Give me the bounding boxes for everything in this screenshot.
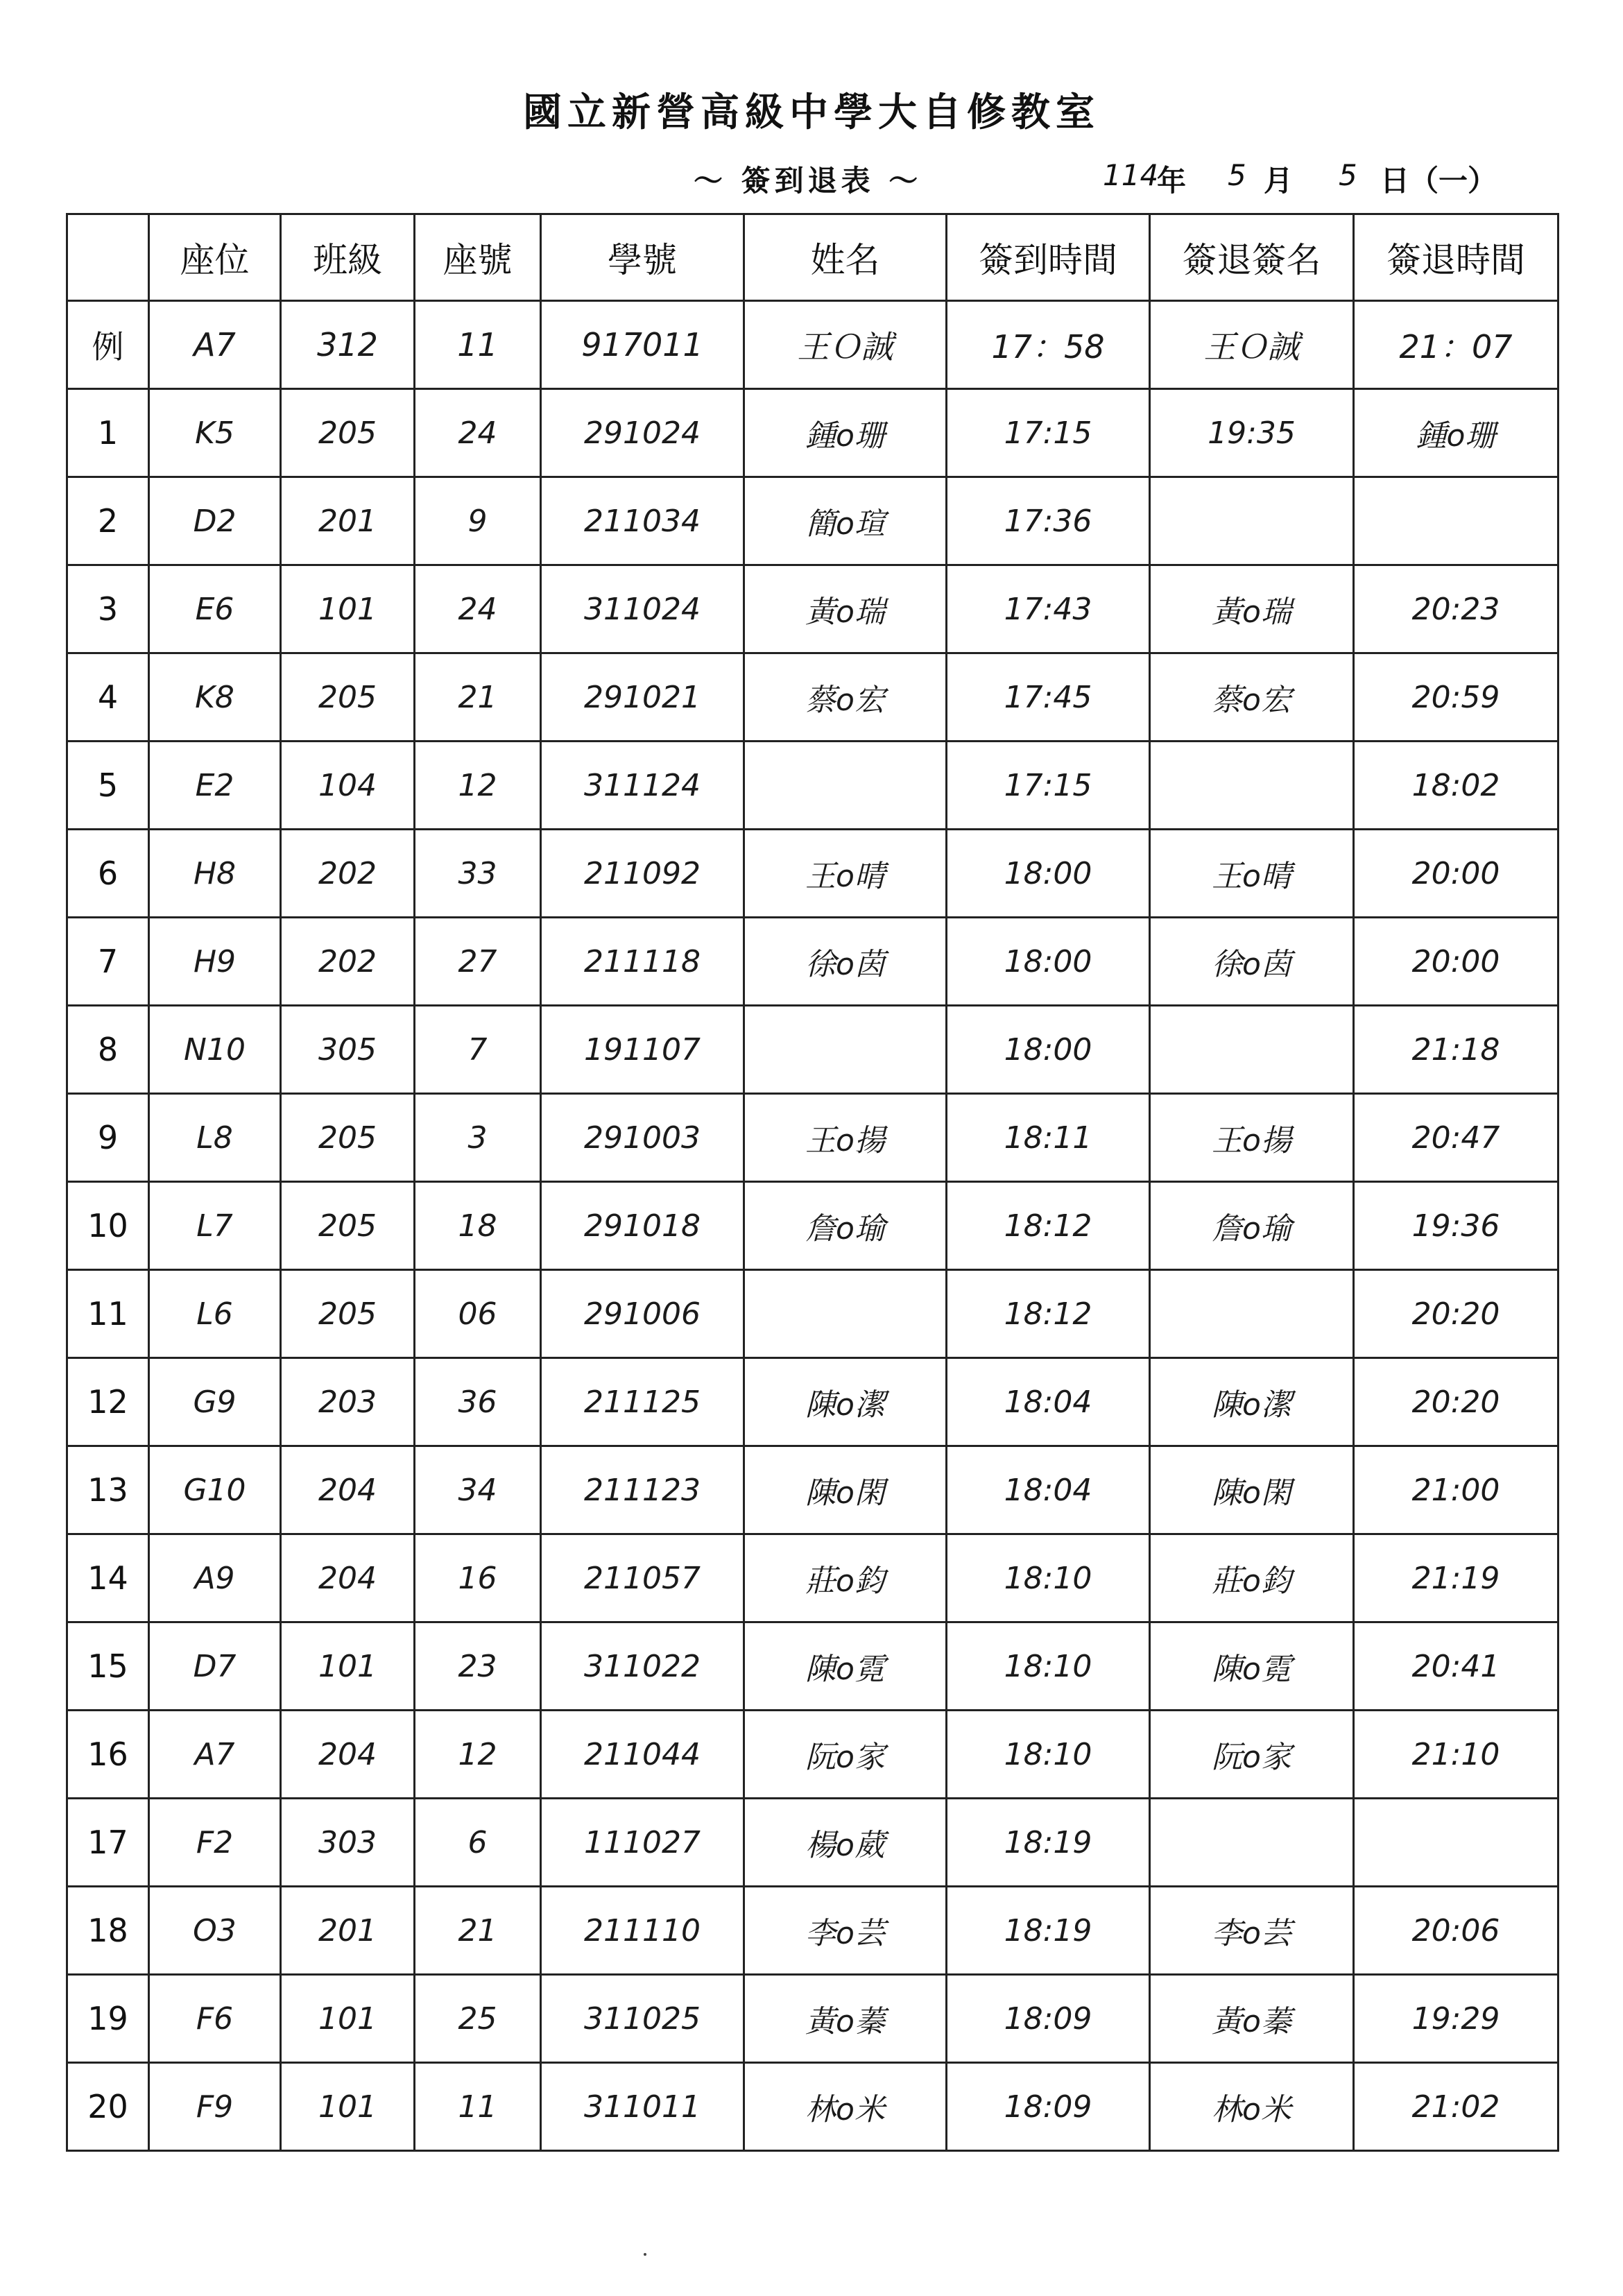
sign-out-time-cell: 20:00	[1354, 830, 1558, 918]
sign-out-time-cell: 21:10	[1354, 1711, 1558, 1799]
row-index: 12	[67, 1358, 149, 1446]
sign-in-time-cell: 18:19	[947, 1887, 1150, 1975]
class-cell: 104	[281, 742, 415, 830]
student-id-cell: 211123	[541, 1446, 744, 1534]
sign-out-signature-cell: 莊o鈞	[1150, 1534, 1354, 1622]
name-cell: 莊o鈞	[744, 1534, 947, 1622]
date-year: 114	[1103, 158, 1159, 192]
row-index: 8	[67, 1006, 149, 1094]
class-cell: 204	[281, 1711, 415, 1799]
seat-cell: H9	[149, 918, 281, 1006]
sign-out-signature-cell: 王o揚	[1150, 1094, 1354, 1182]
table-row	[67, 1711, 1558, 1799]
row-index: 2	[67, 477, 149, 565]
sign-out-time-cell: 21:00	[1354, 1446, 1558, 1534]
row-index: 11	[67, 1270, 149, 1358]
sign-out-signature-cell: 黃o瑞	[1150, 565, 1354, 653]
seat-number-cell: 11	[415, 301, 541, 389]
row-index: 17	[67, 1799, 149, 1887]
sign-out-signature-cell	[1150, 1799, 1354, 1887]
header-class: 班級	[281, 214, 415, 301]
row-index: 14	[67, 1534, 149, 1622]
header-sign-out-time: 簽退時間	[1354, 214, 1558, 301]
sign-out-signature-cell: 徐o茵	[1150, 918, 1354, 1006]
class-cell: 204	[281, 1534, 415, 1622]
seat-number-cell: 18	[415, 1182, 541, 1270]
class-cell: 205	[281, 653, 415, 742]
table-row	[67, 1446, 1558, 1534]
sign-in-time-cell: 18:11	[947, 1094, 1150, 1182]
name-cell: 陳o閑	[744, 1446, 947, 1534]
table-row	[67, 1887, 1558, 1975]
student-id-cell: 311124	[541, 742, 744, 830]
student-id-cell: 291018	[541, 1182, 744, 1270]
sign-in-time-cell: 17:45	[947, 653, 1150, 742]
sign-in-time-cell: 18:19	[947, 1799, 1150, 1887]
student-id-cell: 291024	[541, 389, 744, 477]
sign-in-time-cell: 17:43	[947, 565, 1150, 653]
student-id-cell: 211125	[541, 1358, 744, 1446]
header-index	[67, 214, 149, 301]
name-cell	[744, 1006, 947, 1094]
row-index: 19	[67, 1975, 149, 2063]
seat-number-cell: 7	[415, 1006, 541, 1094]
seat-number-cell: 33	[415, 830, 541, 918]
seat-number-cell: 21	[415, 1887, 541, 1975]
sign-in-time-cell: 18:04	[947, 1358, 1150, 1446]
seat-cell: F2	[149, 1799, 281, 1887]
class-cell: 202	[281, 830, 415, 918]
student-id-cell: 191107	[541, 1006, 744, 1094]
header-seat: 座位	[149, 214, 281, 301]
header-name: 姓名	[744, 214, 947, 301]
student-id-cell: 211034	[541, 477, 744, 565]
page-subtitle: ～ 簽到退表 ～	[694, 164, 922, 198]
sign-out-time-cell: 19:36	[1354, 1182, 1558, 1270]
student-id-cell: 211110	[541, 1887, 744, 1975]
row-index: 3	[67, 565, 149, 653]
row-index: 6	[67, 830, 149, 918]
sign-in-table	[66, 213, 1559, 2152]
student-id-cell: 211092	[541, 830, 744, 918]
example-row	[67, 301, 1558, 389]
row-index: 1	[67, 389, 149, 477]
name-cell: 王o揚	[744, 1094, 947, 1182]
table-row	[67, 1799, 1558, 1887]
sign-out-time-cell: 20:20	[1354, 1358, 1558, 1446]
sign-out-signature-cell: 王Ｏ誠	[1150, 301, 1354, 389]
class-cell: 305	[281, 1006, 415, 1094]
date-month: 5	[1228, 158, 1246, 192]
table-row	[67, 1270, 1558, 1358]
class-cell: 205	[281, 389, 415, 477]
sign-out-time-cell: 21:18	[1354, 1006, 1558, 1094]
sign-out-time-cell	[1354, 1799, 1558, 1887]
seat-number-cell: 6	[415, 1799, 541, 1887]
seat-cell: L7	[149, 1182, 281, 1270]
seat-number-cell: 34	[415, 1446, 541, 1534]
name-cell: 楊o葳	[744, 1799, 947, 1887]
seat-cell: D7	[149, 1622, 281, 1711]
table-row	[67, 1094, 1558, 1182]
sign-in-time-cell: 18:04	[947, 1446, 1150, 1534]
seat-number-cell: 36	[415, 1358, 541, 1446]
seat-cell: A7	[149, 301, 281, 389]
name-cell	[744, 742, 947, 830]
student-id-cell: 211118	[541, 918, 744, 1006]
name-cell: 王o晴	[744, 830, 947, 918]
sign-out-signature-cell: 林o米	[1150, 2063, 1354, 2151]
sign-out-signature-cell: 詹o瑜	[1150, 1182, 1354, 1270]
header-seat-number: 座號	[415, 214, 541, 301]
sign-out-signature-cell	[1150, 1270, 1354, 1358]
student-id-cell: 291021	[541, 653, 744, 742]
sign-out-signature-cell: 李o芸	[1150, 1887, 1354, 1975]
sign-in-time-cell: 18:00	[947, 1006, 1150, 1094]
seat-cell: A7	[149, 1711, 281, 1799]
sign-out-time-cell: 21:02	[1354, 2063, 1558, 2151]
student-id-cell: 311022	[541, 1622, 744, 1711]
student-id-cell: 211044	[541, 1711, 744, 1799]
student-id-cell: 311011	[541, 2063, 744, 2151]
sign-out-time-cell: 19:29	[1354, 1975, 1558, 2063]
header-student-id: 學號	[541, 214, 744, 301]
sign-out-time-cell: 21：07	[1354, 301, 1558, 389]
name-cell: 蔡o宏	[744, 653, 947, 742]
row-index: 13	[67, 1446, 149, 1534]
seat-number-cell: 12	[415, 742, 541, 830]
seat-cell: D2	[149, 477, 281, 565]
sign-out-signature-cell: 黃o蓁	[1150, 1975, 1354, 2063]
sign-out-time-cell: 21:19	[1354, 1534, 1558, 1622]
sign-out-signature-cell: 19:35	[1150, 389, 1354, 477]
sign-out-time-cell	[1354, 477, 1558, 565]
seat-number-cell: 06	[415, 1270, 541, 1358]
sign-out-signature-cell	[1150, 477, 1354, 565]
table-row	[67, 1182, 1558, 1270]
row-index: 9	[67, 1094, 149, 1182]
sign-out-signature-cell: 阮o家	[1150, 1711, 1354, 1799]
table-row	[67, 1975, 1558, 2063]
name-cell: 黃o蓁	[744, 1975, 947, 2063]
sign-out-signature-cell: 蔡o宏	[1150, 653, 1354, 742]
table-row	[67, 1358, 1558, 1446]
class-cell: 204	[281, 1446, 415, 1534]
name-cell: 徐o茵	[744, 918, 947, 1006]
sign-in-time-cell: 17:36	[947, 477, 1150, 565]
row-index: 例	[67, 301, 149, 389]
row-index: 15	[67, 1622, 149, 1711]
table-row	[67, 2063, 1558, 2151]
sign-out-signature-cell	[1150, 1006, 1354, 1094]
row-index: 7	[67, 918, 149, 1006]
table-header-row	[67, 214, 1558, 301]
seat-number-cell: 3	[415, 1094, 541, 1182]
seat-cell: O3	[149, 1887, 281, 1975]
seat-number-cell: 23	[415, 1622, 541, 1711]
seat-cell: K8	[149, 653, 281, 742]
date-day-suffix: 日（一）	[1380, 164, 1497, 198]
date-day: 5	[1339, 158, 1357, 192]
table-row	[67, 389, 1558, 477]
student-id-cell: 311024	[541, 565, 744, 653]
sign-out-time-cell: 20:00	[1354, 918, 1558, 1006]
seat-cell: L8	[149, 1094, 281, 1182]
sign-in-time-cell: 18:00	[947, 830, 1150, 918]
row-index: 20	[67, 2063, 149, 2151]
student-id-cell: 291006	[541, 1270, 744, 1358]
seat-cell: E6	[149, 565, 281, 653]
seat-number-cell: 9	[415, 477, 541, 565]
sign-out-time-cell: 20:23	[1354, 565, 1558, 653]
name-cell: 簡o瑄	[744, 477, 947, 565]
seat-number-cell: 27	[415, 918, 541, 1006]
sign-in-time-cell: 17:15	[947, 389, 1150, 477]
page-mark	[644, 2253, 646, 2256]
date-year-suffix: 年	[1157, 164, 1187, 198]
seat-cell: L6	[149, 1270, 281, 1358]
seat-cell: G10	[149, 1446, 281, 1534]
class-cell: 303	[281, 1799, 415, 1887]
sign-in-time-cell: 18:00	[947, 918, 1150, 1006]
row-index: 16	[67, 1711, 149, 1799]
sign-in-time-cell: 18:10	[947, 1711, 1150, 1799]
header-sign-in-time: 簽到時間	[947, 214, 1150, 301]
class-cell: 205	[281, 1094, 415, 1182]
sign-out-time-cell: 20:59	[1354, 653, 1558, 742]
name-cell: 李o芸	[744, 1887, 947, 1975]
table-row	[67, 1534, 1558, 1622]
sign-out-signature-cell: 陳o潔	[1150, 1358, 1354, 1446]
seat-cell: A9	[149, 1534, 281, 1622]
seat-cell: F9	[149, 2063, 281, 2151]
sign-out-time-cell: 18:02	[1354, 742, 1558, 830]
class-cell: 205	[281, 1182, 415, 1270]
sign-in-time-cell: 18:10	[947, 1534, 1150, 1622]
seat-cell: E2	[149, 742, 281, 830]
date-line	[1103, 158, 1547, 200]
table-row	[67, 653, 1558, 742]
class-cell: 203	[281, 1358, 415, 1446]
name-cell: 鍾o珊	[744, 389, 947, 477]
name-cell	[744, 1270, 947, 1358]
class-cell: 201	[281, 477, 415, 565]
table-row	[67, 477, 1558, 565]
sign-out-time-cell: 20:41	[1354, 1622, 1558, 1711]
class-cell: 202	[281, 918, 415, 1006]
class-cell: 101	[281, 1975, 415, 2063]
table-row	[67, 1006, 1558, 1094]
row-index: 5	[67, 742, 149, 830]
seat-number-cell: 21	[415, 653, 541, 742]
seat-cell: F6	[149, 1975, 281, 2063]
sign-out-signature-cell: 陳o霓	[1150, 1622, 1354, 1711]
table-row	[67, 742, 1558, 830]
date-month-suffix: 月	[1264, 164, 1294, 198]
seat-cell: N10	[149, 1006, 281, 1094]
sign-in-time-cell: 18:10	[947, 1622, 1150, 1711]
name-cell: 阮o家	[744, 1711, 947, 1799]
row-index: 18	[67, 1887, 149, 1975]
table-row	[67, 565, 1558, 653]
table-row	[67, 918, 1558, 1006]
student-id-cell: 211057	[541, 1534, 744, 1622]
class-cell: 101	[281, 565, 415, 653]
student-id-cell: 111027	[541, 1799, 744, 1887]
sign-out-time-cell: 20:20	[1354, 1270, 1558, 1358]
sign-in-time-cell: 17：58	[947, 301, 1150, 389]
class-cell: 101	[281, 2063, 415, 2151]
sign-in-time-cell: 18:12	[947, 1182, 1150, 1270]
name-cell: 黃o瑞	[744, 565, 947, 653]
seat-number-cell: 25	[415, 1975, 541, 2063]
sign-out-time-cell: 20:06	[1354, 1887, 1558, 1975]
name-cell: 林o米	[744, 2063, 947, 2151]
name-cell: 陳o潔	[744, 1358, 947, 1446]
table-row	[67, 1622, 1558, 1711]
class-cell: 205	[281, 1270, 415, 1358]
sign-out-signature-cell: 陳o閑	[1150, 1446, 1354, 1534]
sign-in-time-cell: 17:15	[947, 742, 1150, 830]
table-row	[67, 830, 1558, 918]
sign-out-time-cell: 鍾o珊	[1354, 389, 1558, 477]
row-index: 10	[67, 1182, 149, 1270]
name-cell: 詹o瑜	[744, 1182, 947, 1270]
sign-in-time-cell: 18:09	[947, 1975, 1150, 2063]
class-cell: 101	[281, 1622, 415, 1711]
class-cell: 201	[281, 1887, 415, 1975]
row-index: 4	[67, 653, 149, 742]
seat-cell: H8	[149, 830, 281, 918]
seat-number-cell: 12	[415, 1711, 541, 1799]
page-title: 國立新營高級中學大自修教室	[523, 89, 1100, 135]
sign-in-time-cell: 18:12	[947, 1270, 1150, 1358]
seat-number-cell: 24	[415, 389, 541, 477]
sign-out-signature-cell: 王o晴	[1150, 830, 1354, 918]
name-cell: 王Ｏ誠	[744, 301, 947, 389]
seat-number-cell: 24	[415, 565, 541, 653]
seat-cell: G9	[149, 1358, 281, 1446]
name-cell: 陳o霓	[744, 1622, 947, 1711]
sign-out-signature-cell	[1150, 742, 1354, 830]
header-sign-out-signature: 簽退簽名	[1150, 214, 1354, 301]
student-id-cell: 291003	[541, 1094, 744, 1182]
sign-out-time-cell: 20:47	[1354, 1094, 1558, 1182]
student-id-cell: 917011	[541, 301, 744, 389]
seat-number-cell: 16	[415, 1534, 541, 1622]
seat-number-cell: 11	[415, 2063, 541, 2151]
student-id-cell: 311025	[541, 1975, 744, 2063]
seat-cell: K5	[149, 389, 281, 477]
class-cell: 312	[281, 301, 415, 389]
sign-in-time-cell: 18:09	[947, 2063, 1150, 2151]
